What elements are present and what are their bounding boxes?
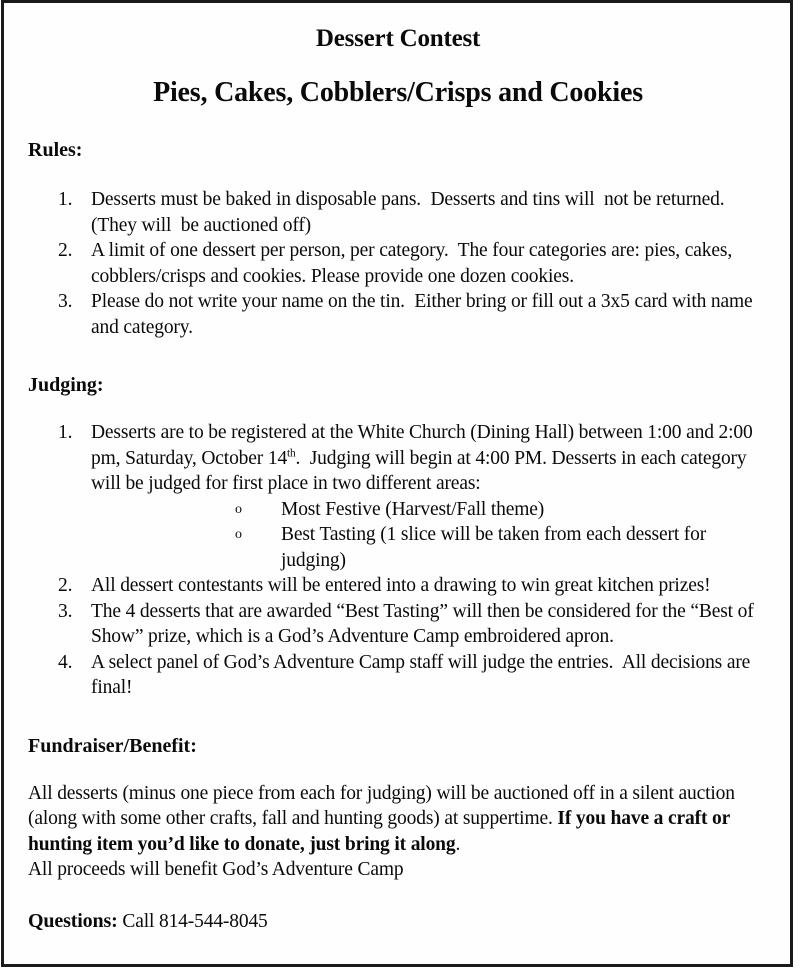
ordinal-superscript: th <box>287 447 296 459</box>
item-text: A select panel of God’s Adventure Camp staff will judge the entries. All decisions are final! <box>91 651 755 698</box>
sub-bullet-text: Most Festive (Harvest/Fall theme) <box>281 498 545 520</box>
fundraiser-text-normal: All desserts (minus one piece from each for judging) will be auctioned off in a silent auction (along with some other crafts, fall and hunting goods) at suppertime. <box>28 782 740 829</box>
circle-bullet-marker: o <box>235 501 242 517</box>
item-text: The 4 desserts that are awarded “Best Tasting” will then be considered for the “Best of Show” prize, which is a God’s Adventure Camp embroidered apron. <box>91 600 759 647</box>
phone-number: Call 814-544-8045 <box>117 910 268 932</box>
judging-item-4 <box>58 650 768 701</box>
page-subtitle: Pies, Cakes, Cobblers/Crisps and Cookies <box>153 77 643 108</box>
fundraiser-paragraph <box>28 781 768 883</box>
rules-list <box>28 187 768 340</box>
section-heading-judging: Judging: <box>28 374 104 396</box>
item-number: 3. <box>58 291 73 312</box>
fundraiser-sentence-period: . <box>455 833 461 855</box>
document-page <box>1 0 793 967</box>
rules-item-3 <box>58 289 768 340</box>
judging-item-3 <box>58 599 768 650</box>
item-text-after-superscript: . Judging will begin at 4:00 PM. Desserts in each category will be judged for first place in two different areas: <box>91 447 752 494</box>
item-number: 4. <box>58 651 73 673</box>
item-number: 1. <box>58 189 73 210</box>
rules-item-2 <box>58 238 768 289</box>
item-number: 2. <box>58 240 73 261</box>
sub-bullet-best-tasting <box>91 522 768 573</box>
item-text-before-superscript: Desserts are to be registered at the White Church (Dining Hall) between 1:00 and 2:00 pm, Saturday, October 14 <box>91 422 758 469</box>
rules-item-1 <box>58 187 768 238</box>
sub-bullet-text: Best Tasting (1 slice will be taken from each dessert for judging) <box>281 524 711 571</box>
item-number: 1. <box>58 422 73 443</box>
item-number: 2. <box>58 575 73 596</box>
judging-list <box>28 420 768 701</box>
item-text: All dessert contestants will be entered into a drawing to win great kitchen prizes! <box>91 575 711 596</box>
page-title: Dessert Contest <box>315 25 481 52</box>
sub-bullet-most-festive <box>91 497 768 523</box>
item-number: 3. <box>58 600 73 622</box>
judging-item-2 <box>58 573 768 599</box>
item-text <box>91 420 768 497</box>
section-heading-fundraiser: Fundraiser/Benefit: <box>28 734 197 757</box>
section-heading-rules: Rules: <box>28 139 83 161</box>
judging-item-1 <box>58 420 768 573</box>
item-text: A limit of one dessert per person, per category. The four categories are: pies, cakes, cobblers/crisps and cookies. Please provide one dozen cookies. <box>91 240 737 287</box>
item-text: Please do not write your name on the tin. Either bring or fill out a 3x5 card with name and category. <box>91 291 758 338</box>
questions-label: Questions: <box>28 909 118 932</box>
questions-line <box>28 909 768 935</box>
fundraiser-bold-donate-sentence: If you have a craft or hunting item you’d like to donate, just bring it along <box>28 808 735 855</box>
fundraiser-proceeds-line: All proceeds will benefit God’s Adventure Camp <box>28 859 404 880</box>
item-text: Desserts must be baked in disposable pans. Desserts and tins will not be returned. (They will be auctioned off) <box>91 189 730 236</box>
circle-bullet-marker: o <box>235 527 242 542</box>
